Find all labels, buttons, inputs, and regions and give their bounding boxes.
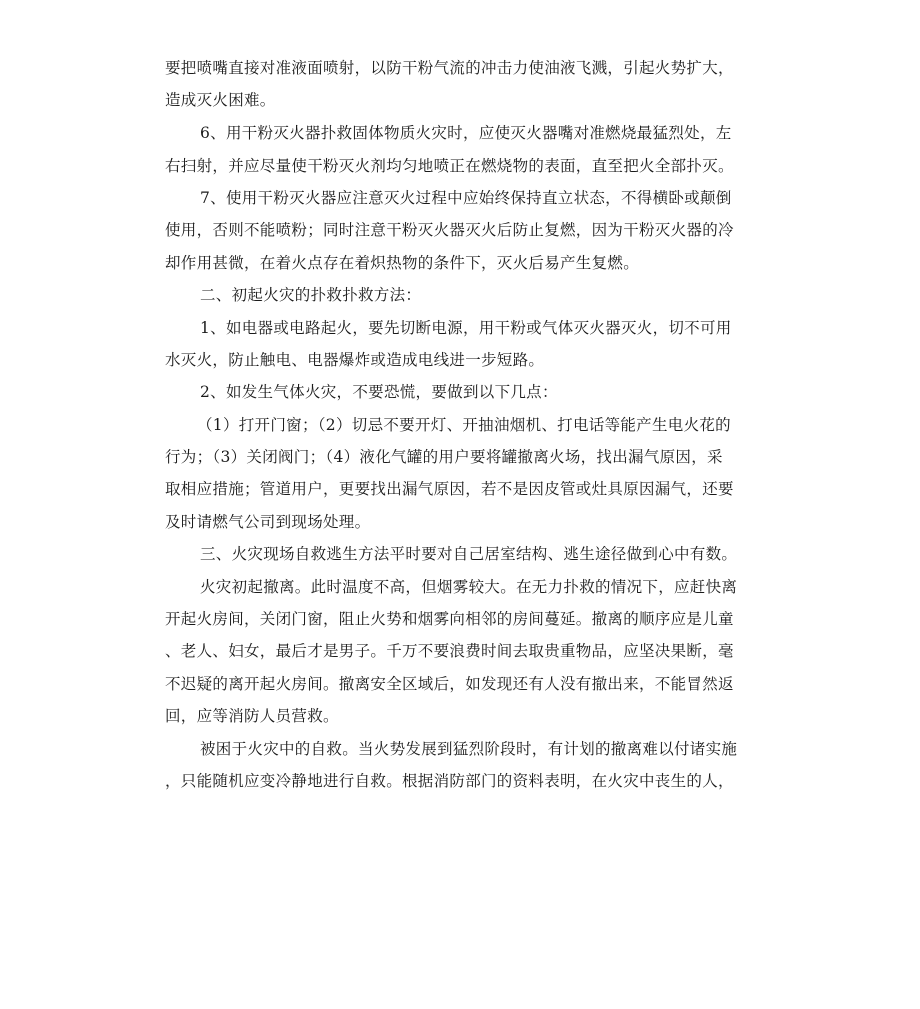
text-line-10: 水灭火，防止触电、电器爆炸或造成电线进一步短路。 bbox=[165, 351, 545, 369]
text-line-12: （1）打开门窗；（2）切忌不要开灯、开抽油烟机、打电话等能产生电火花的 bbox=[197, 416, 731, 434]
text-line-11: 2、如发生气体火灾，不要恐慌，要做到以下几点： bbox=[200, 383, 558, 401]
text-line-22: 被困于火灾中的自救。当火势发展到猛烈阶段时，有计划的撤离难以付诸实施 bbox=[200, 740, 738, 758]
text-line-3: 6、用干粉灭火器扑救固体物质火灾时，应使灭火器嘴对准燃烧最猛烈处，左 bbox=[200, 124, 732, 142]
text-line-23: ，只能随机应变冷静地进行自救。根据消防部门的资料表明，在火灾中丧生的人， bbox=[165, 772, 734, 790]
text-line-4: 右扫射，并应尽量使干粉灭火剂均匀地喷正在燃烧物的表面，直至把火全部扑灭。 bbox=[165, 157, 734, 175]
text-line-1: 要把喷嘴直接对准液面喷射，以防干粉气流的冲击力使油液飞溅，引起火势扩大， bbox=[165, 59, 734, 77]
text-line-5: 7、使用干粉灭火器应注意灭火过程中应始终保持直立状态，不得横卧或颠倒 bbox=[200, 189, 732, 207]
text-line-15: 及时请燃气公司到现场处理。 bbox=[165, 513, 371, 531]
text-line-18: 开起火房间，关闭门窗，阻止火势和烟雾向相邻的房间蔓延。撤离的顺序应是儿童 bbox=[165, 610, 734, 628]
text-line-8: 二、初起火灾的扑救扑救方法： bbox=[200, 286, 422, 304]
text-line-19: 、老人、妇女，最后才是男子。千万不要浪费时间去取贵重物品，应坚决果断，毫 bbox=[165, 642, 734, 660]
text-line-6: 使用，否则不能喷粉；同时注意干粉灭火器灭火后防止复燃，因为干粉灭火器的冷 bbox=[165, 221, 734, 239]
text-line-9: 1、如电器或电路起火，要先切断电源，用干粉或气体灭火器灭火，切不可用 bbox=[200, 319, 732, 337]
text-line-17: 火灾初起撤离。此时温度不高，但烟雾较大。在无力扑救的情况下，应赶快离 bbox=[200, 578, 738, 596]
text-line-2: 造成灭火困难。 bbox=[165, 91, 276, 109]
text-line-20: 不迟疑的离开起火房间。撤离安全区域后，如发现还有人没有撤出来，不能冒然返 bbox=[165, 675, 734, 693]
text-line-13: 行为；（3）关闭阀门；（4）液化气罐的用户要将罐撤离火场，找出漏气原因，采 bbox=[165, 448, 723, 466]
text-line-7: 却作用甚微，在着火点存在着炽热物的条件下，灭火后易产生复燃。 bbox=[165, 254, 640, 272]
text-line-14: 取相应措施；管道用户，更要找出漏气原因，若不是因皮管或灶具原因漏气，还要 bbox=[165, 480, 734, 498]
text-line-21: 回，应等消防人员营救。 bbox=[165, 707, 339, 725]
text-line-16: 三、火灾现场自救逃生方法平时要对自己居室结构、逃生途径做到心中有数。 bbox=[200, 545, 738, 563]
